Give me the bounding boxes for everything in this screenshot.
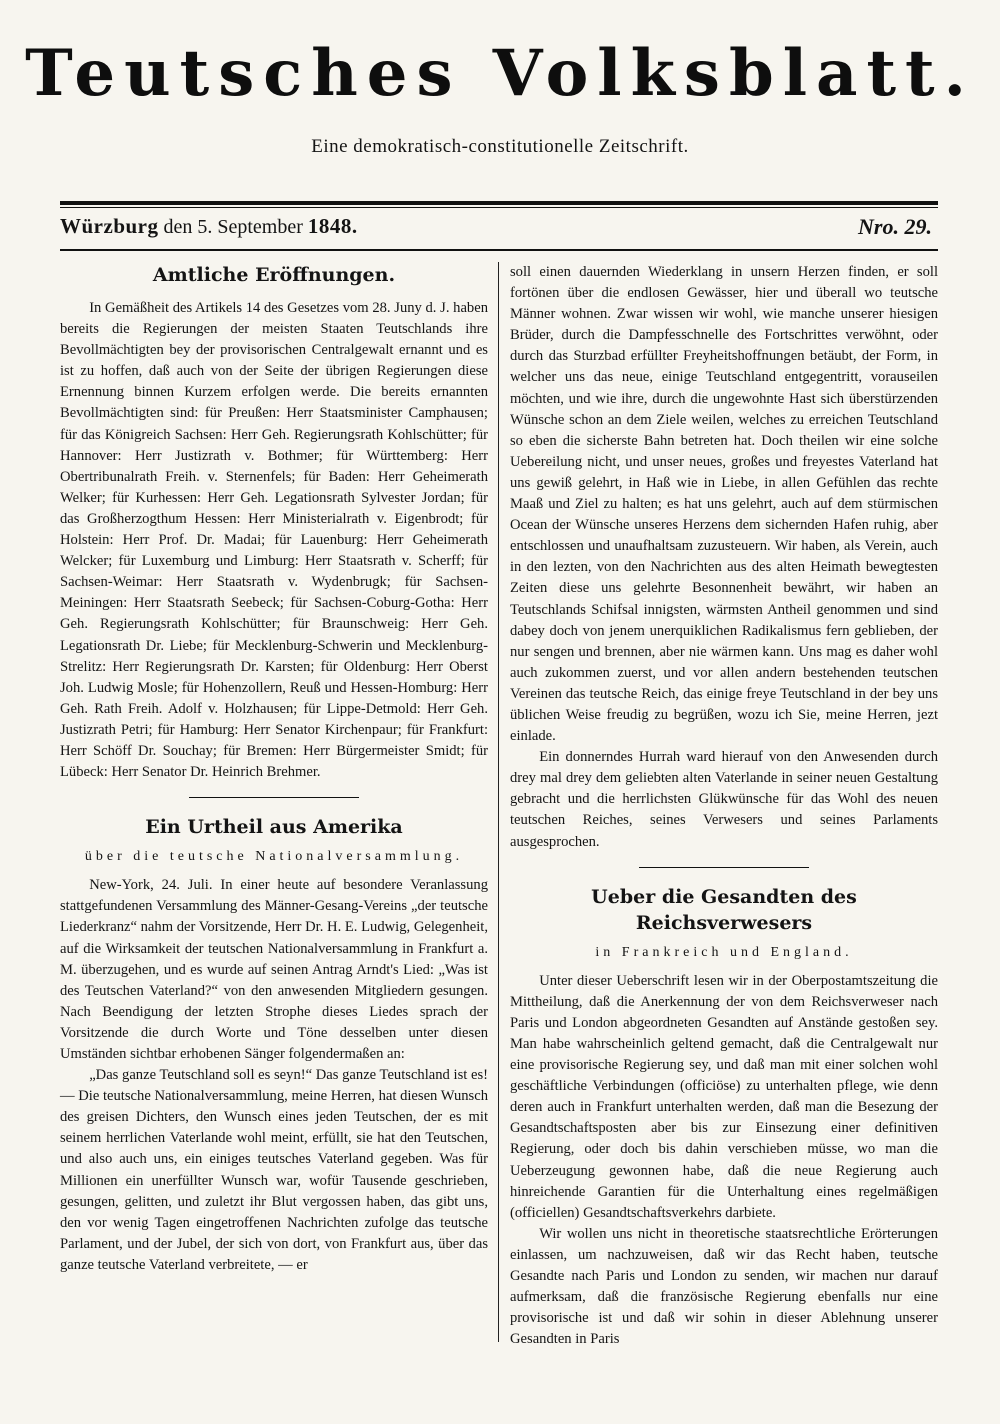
article-paragraph: Wir wollen uns nicht in theoretische staatsrechtliche Erörterungen einlassen, um nachzuweisen, daß wir das Recht haben, teutsche Gesandte nach Paris und London zu senden, wir machen nur darauf aufmerksam, daß die französische Regierung ebenfalls nur eine provisorische ist und daß wir sohin in dieser Ablehnung unserer Gesandten in Paris	[510, 1225, 938, 1348]
section-separator	[189, 797, 359, 798]
masthead	[0, 34, 1000, 158]
dateline-date: den 5. September	[163, 216, 303, 238]
dateline-rule	[60, 249, 938, 251]
section-separator	[639, 867, 809, 868]
dateline	[60, 214, 938, 244]
article-paragraph-continued: soll einen dauernden Wiederklang in unsern Herzen finden, er soll fortönen über die endlosen Gewässer, hier und überall wo teutsche Männer wohnen. Zwar wissen wir wohl, wie manche unserer hiesigen Brüder, durch die Dampfesschnelle des Fortschrittes verwöhnt, oder durch das Sturzbad erfüllter Freyheitshoffnungen betäubt, der Form, in welcher uns das neue, einige Teutschland entgegentritt, vorauseilen möchten, und wie ihre, durch die ungewohnte Hast sich überstürzenden Wünsche schon an dem Ziele weilen, welches zu erreichen Teutschland so eben die sicherste Bahn betreten hat. Doch theilen wir eine solche Uebereilung nicht, und unser neues, großes und freyestes Vaterland hat uns gewiß gelehrt, in Haß wie in Liebe, in allen Gefühlen das rechte Maaß und Ziel zu halten; es hat uns gelehrt, auch auf dem stürmischen Ocean der Wünsche unseres Herzens dem sichernden Hafen ruhig, aber entschlossen und unaufhaltsam zuzusteuern. Wir haben, als Verein, auch in den lezten, von den Nachrichten aus des alten Heimath bewegtesten Zeiten diese uns gelehrte Besonnenheit bewährt, wir haben an Teutschlands Schifsal innigsten, wärmsten Antheil genommen und sind dabey doch von jenem unerquiklichen Radikalismus fern geblieben, der nur sengen und brennen, aber nie wärmen kann. Uns mag es daher wohl auch zukommen zuerst, und vor allen andern bestehenden teutschen Vereinen das teutsche Reich, das einige freye Teutschland in der bey uns üblichen Weise freudig zu begrüßen, wozu ich Sie, meine Herren, jezt einlade.	[510, 264, 938, 745]
dateline-place: Würzburg	[60, 214, 159, 238]
section-heading-amtliche: Amtliche Eröffnungen.	[152, 264, 396, 286]
left-column	[60, 262, 488, 1276]
section-subheading: über die teutsche Nationalversammlung.	[84, 849, 464, 865]
newspaper-subtitle: Eine demokratisch-constitutionelle Zeitschrift.	[311, 136, 689, 157]
section-heading-gesandten: Ueber die Gesandten des Reichsverwesers	[591, 885, 857, 934]
article-paragraph: Unter dieser Ueberschrift lesen wir in der Oberpostamtszeitung die Mittheilung, daß die Anerkennung der von dem Reichsverweser nach Paris und London abgeordneten Gesandten auf Anstände gestoßen sey. Man habe wahrscheinlich geltend gemacht, daß die Centralgewalt nur eine provisorische Regierung sey, und daß man mit einer solchen wohl geschäftliche Verbindungen (officiöse) zu unterhalten pflege, wie denn deren auch in Frankfurt unterhalten werden, daß man die Besezung der Gesandtschaftsposten aber bis zur Einsezung einer definitiven Regierung, oder doch bis dahin verschieben müsse, wo man die Ueberzeugung gewonnen habe, daß die neue Regierung auch hinreichende Garantien für die Unterhaltung eines regelmäßigen (officiellen) Gesandtschaftsverkehrs darbiete.	[510, 972, 938, 1221]
issue-number: Nro. 29.	[858, 214, 932, 239]
article-paragraph: New-York, 24. Juli. In einer heute auf besondere Veranlassung stattgefundenen Versammlung des Männer-Gesang-Vereins „der teutsche Liederkranz“ nahm der Vorsitzende, Herr Dr. H. E. Ludwig, Gelegenheit, auf die Wirksamkeit der teutschen Nationalversammlung in Frankfurt a. M. überzugehen, und es wurde auf seinen Antrag Arndt's Lied: „Was ist des Teutschen Vaterland?“ von den anwesenden Mitgliedern gesungen. Nach Beendigung der letzten Strophe dieses Liedes sprach der Vorsitzende die durch Worte und Töne desselben unter diesen Umständen sichtbar erhobenen Sänger folgendermaßen an:	[60, 877, 488, 1062]
section-subheading: in Frankreich und England.	[595, 944, 853, 960]
article-paragraph: „Das ganze Teutschland soll es seyn!“ Das ganze Teutschland ist es! — Die teutsche Nationalversammlung, meine Herren, hat diesen Wunsch des greisen Dichters, den Wunsch eines jeden Teutschen, der es mit seinem herrlichen Vaterlande wohl meint, erfüllt, sie hat den Teutschen, und also auch uns, ein einiges teutsches Vaterland gegeben. Was für Millionen ein unerfüllter Wunsch war, wofür Tausende geschrieben, gesungen, gelitten, und zuletzt ihr Blut vergossen haben, das gibt uns, den vor wenig Tagen eingetroffenen Nachrichten zufolge das teutsche Parlament, und der Jubel, der sich von dort, von Frankfurt aus, über das ganze teutsche Vaterland verbreitete, — er	[60, 1067, 488, 1273]
header-rule-thick	[60, 201, 938, 205]
right-column	[510, 262, 938, 1350]
column-divider	[498, 262, 499, 1342]
section-heading-amerika: Ein Urtheil aus Amerika	[145, 816, 403, 839]
article-paragraph: In Gemäßheit des Artikels 14 des Gesetzes vom 28. Juny d. J. haben bereits die Regierungen der meisten Staaten Teutschlands ihre Bevollmächtigten bey der provisorischen Centralgewalt ernannt und es ist zu hoffen, daß auch von der Seite der übrigen Regierungen diese Ernennung binnen Kurzem erfolgen werde. Die bereits ernannten Bevollmächtigten sind: für Preußen: Herr Staatsminister Camphausen; für das Königreich Sachsen: Herr Geh. Regierungsrath Kohlschütter; für Hannover: Herr Justizrath v. Bothmer; für Württemberg: Herr Obertribunalrath Freih. v. Sternenfels; für Baden: Herr Geheimerath Welker; für Kurhessen: Herr Geh. Legationsrath Sylvester Jordan; für das Großherzogthum Hessen: Herr Ministerialrath v. Eigenbrodt; für Holstein: Herr Prof. Dr. Madai; für Lauenburg: Herr Geheimerath Welcker; für Luxemburg und Limburg: Herr Staatsrath v. Scherff; für Sachsen-Weimar: Herr Staatsrath v. Wydenbrugk; für Sachsen-Meiningen: Herr Staatsrath Seebeck; für Sachsen-Coburg-Gotha: Herr Geh. Regierungsrath Kohlschütter; für Braunschweig: Herr Geh. Legationsrath Dr. Liebe; für Mecklenburg-Schwerin und Mecklenburg-Strelitz: Herr Regierungsrath Dr. Karsten; für Oldenburg: Herr Oberst Joh. Ludwig Mosle; für Hohenzollern, Reuß und Hessen-Homburg: Herr Geh. Rath Freih. Adolf v. Holzhausen; für Lippe-Detmold: Herr Geh. Justizrath Petri; für Hamburg: Herr Senator Kirchenpaur; für Frankfurt: Herr Schöff Dr. Souchay; für Bremen: Herr Bürgermeister Smidt; für Lübeck: Herr Senator Dr. Heinrich Brehmer.	[60, 300, 488, 781]
newspaper-title: Teutsches Volksblatt.	[25, 36, 975, 111]
article-paragraph: Ein donnerndes Hurrah ward hierauf von den Anwesenden durch drey mal drey dem geliebten alten Vaterlande in seiner neuen Gestaltung gebracht und die herrlichsten Glükwünsche für das Wohl des neuen teutschen Reiches, seines Verwesers und seines Parlaments ausgesprochen.	[510, 749, 938, 850]
header-rule-thin	[60, 207, 938, 208]
dateline-year: 1848.	[307, 214, 358, 238]
